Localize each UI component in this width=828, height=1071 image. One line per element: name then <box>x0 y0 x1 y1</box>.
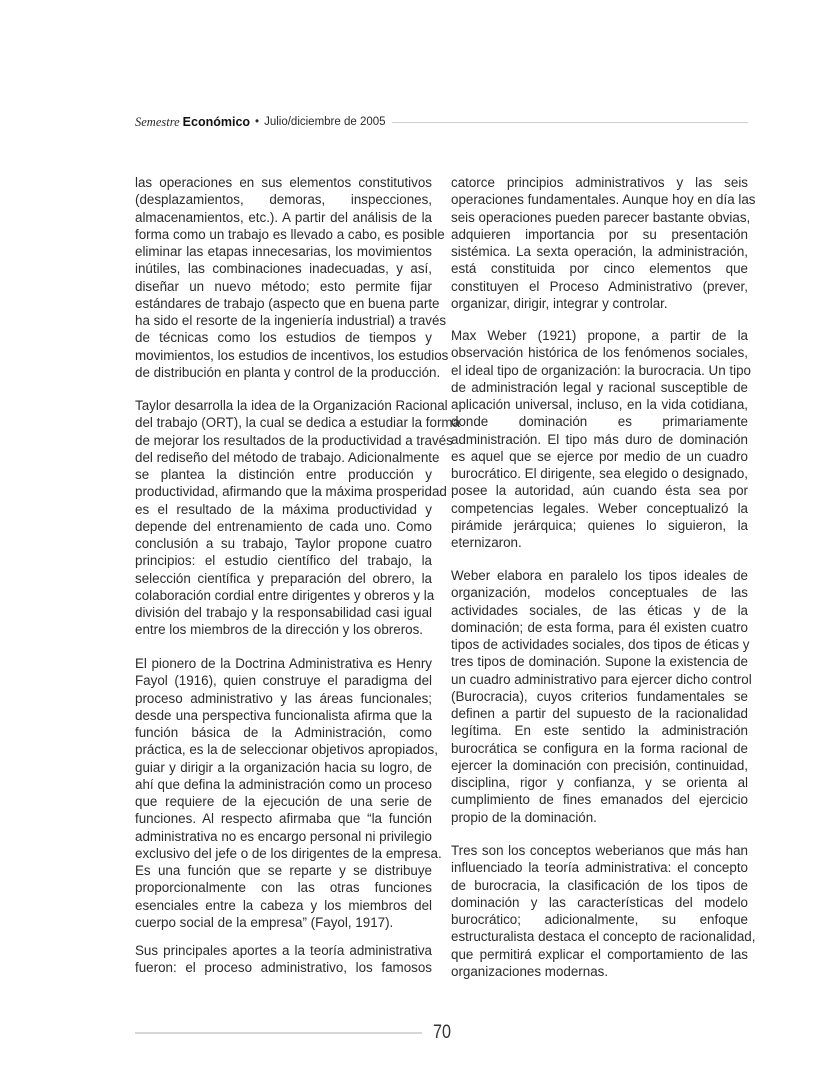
text-line: proceso administrativo y las áreas funcionales; <box>135 690 432 706</box>
text-line: ha sido el resorte de la ingeniería industrial) a través <box>135 313 447 328</box>
text-line: entre los miembros de la dirección y los obreros. <box>135 622 424 638</box>
text-line: seis operaciones pueden parecer bastante obvias, <box>451 209 751 225</box>
text-line: eliminar las etapas innecesarias, los movimientos <box>135 244 432 259</box>
text-line: principios: el estudio científico del trabajo, la <box>135 553 432 569</box>
text-line: cuerpo social de la empresa” (Fayol, 1917). <box>135 914 394 930</box>
text-line: competencias legales. Weber conceptualizó la <box>451 500 748 516</box>
text-line: sistémica. La sexta operación, la administración, <box>451 244 748 259</box>
text-line: organización, modelos conceptuales de las <box>451 585 748 601</box>
text-line: eternizaron. <box>451 535 522 550</box>
text-line: propio de la dominación. <box>451 809 597 825</box>
text-line: está constituida por cinco elementos que <box>451 261 748 277</box>
text-line: Fayol (1916), quien construye el paradigma del <box>135 673 432 689</box>
text-line: de técnicas como los estudios de tiempos y <box>135 330 432 346</box>
text-line: de distribución en planta y control de la producción. <box>135 364 441 380</box>
text-line: cumplimiento de fines emanados del ejercicio <box>451 792 748 808</box>
text-line: operaciones fundamentales. Aunque hoy en día las <box>451 192 756 208</box>
text-line: práctica, es la de seleccionar objetivos apropiados, <box>135 742 438 758</box>
text-line: Es una función que se reparte y se distribuye <box>135 863 432 878</box>
text-line: desde una perspectiva funcionalista afirma que la <box>135 707 432 723</box>
text-line: estructuralista destaca el concepto de racionalidad, <box>451 929 756 945</box>
text-line: selección científica y preparación del obrero, la <box>135 570 432 586</box>
text-line: es aquel que se ejerce por medio de un cuadro <box>451 448 748 464</box>
text-line: Weber elabora en paralelo los tipos ideales de <box>451 568 748 583</box>
text-line: Tres son los conceptos weberianos que más han <box>451 843 748 858</box>
text-line: catorce principios administrativos y las seis <box>451 175 748 190</box>
text-line: administrativa no es encargo personal ni privilegio <box>135 828 432 844</box>
text-line: almacenamientos, etc.). A partir del análisis de la <box>135 209 432 225</box>
text-line: posee la autoridad, aún cuando ésta sea por <box>451 483 748 499</box>
text-line: aplicación universal, incluso, en la vida cotidiana, <box>451 397 748 412</box>
text-line: dominación y las características del modelo <box>451 894 748 910</box>
text-line: inútiles, las combinaciones inadecuadas, y así, <box>135 261 432 277</box>
paragraph <box>451 842 756 980</box>
header-bullet: • <box>255 116 260 128</box>
text-line: pirámide jerárquica; quienes lo siguieron, la <box>451 517 748 533</box>
text-line: Taylor desarrolla la idea de la Organización Racional <box>135 398 448 413</box>
text-line: división del trabajo y la responsabilidad casi igual <box>135 605 432 620</box>
text-line: del trabajo (ORT), la cual se dedica a estudiar la forma <box>135 415 461 431</box>
text-line: adquieren importancia por su presentación <box>451 226 748 242</box>
text-line: guiar y dirigir a la organización hacia su logro, de <box>135 759 432 775</box>
header-rule <box>392 122 748 123</box>
text-line: exclusivo del jefe o de los dirigentes de la empresa. <box>135 845 442 861</box>
text-line: dominación; de esta forma, para él existen cuatro <box>451 619 748 635</box>
text-line: proporcionalmente con las otras funciones <box>135 880 432 896</box>
text-line: las operaciones en sus elementos constitutivos <box>135 175 432 190</box>
text-line: es el resultado de la máxima productividad y <box>135 501 432 517</box>
text-line: ahí que defina la administración como un proceso <box>135 776 432 792</box>
journal-name-bold: Económico <box>182 115 251 129</box>
text-line: administración. El tipo más duro de dominación <box>451 431 748 447</box>
paragraph <box>451 174 756 312</box>
text-line: actividades sociales, de las éticas y de la <box>451 602 748 618</box>
issue-date: Julio/diciembre de 2005 <box>264 116 386 128</box>
text-line: función básica de la Administración, como <box>135 725 432 740</box>
text-line: (Burocracia), cuyos criterios fundamentales se <box>451 688 748 704</box>
text-line: un cuadro administrativo para ejercer dicho control <box>451 671 752 687</box>
text-line: tres tipos de dominación. Supone la existencia de <box>451 654 748 670</box>
text-line: se plantea la distinción entre producción y <box>135 467 432 482</box>
text-line: depende del entrenamiento de cada uno. Como <box>135 518 432 534</box>
paragraph <box>451 327 751 551</box>
paragraph <box>135 174 449 381</box>
text-line: disciplina, rigor y confianza, y se orienta al <box>451 775 748 790</box>
text-line: burocrática se configura en la forma racional de <box>451 740 748 756</box>
text-line: organizar, dirigir, integrar y controlar. <box>451 295 668 311</box>
text-line: colaboración cordial entre dirigentes y obreros y la <box>135 587 435 603</box>
text-line: (desplazamientos, demoras, inspecciones, <box>135 192 432 208</box>
text-line: tipos de actividades sociales, dos tipos de éticas y <box>451 637 750 652</box>
text-line: funciones. Al respecto afirmaba que “la función <box>135 811 432 827</box>
text-line: burocrático; adicionalmente, su enfoque <box>451 912 748 927</box>
text-line: burocrático. El dirigente, sea elegido o designado, <box>451 466 749 481</box>
text-line: que permitirá explicar el comportamiento de las <box>451 946 748 962</box>
text-line: conclusión a su trabajo, Taylor propone cuatro <box>135 536 432 551</box>
text-line: constituyen el Proceso Administrativo (prever, <box>451 278 748 294</box>
text-line: del rediseño del método de trabajo. Adicionalmente <box>135 449 440 465</box>
text-line: movimientos, los estudios de incentivos, los estudios <box>135 347 449 363</box>
footer-rule <box>135 1032 422 1034</box>
text-line: de mejorar los resultados de la productividad a través <box>135 432 453 448</box>
text-line: Max Weber (1921) propone, a partir de la <box>451 328 748 343</box>
text-line: El pionero de la Doctrina Administrativa es Henry <box>135 656 432 671</box>
paragraph <box>135 397 461 639</box>
journal-name-italic: Semestre <box>135 114 180 129</box>
running-header <box>135 113 748 131</box>
text-line: fueron: el proceso administrativo, los famosos <box>135 960 432 976</box>
text-line: Sus principales aportes a la teoría administrativa <box>135 943 432 958</box>
text-line: de administración legal y racional susceptible de <box>451 379 748 395</box>
paragraph <box>451 567 752 826</box>
page-number: 70 <box>433 1022 451 1043</box>
text-line: influenciado la teoría administrativa: el concepto <box>451 860 748 876</box>
paragraph <box>135 942 432 977</box>
text-line: el ideal tipo de organización: la burocracia. Un tipo <box>451 362 751 378</box>
text-line: ejercer la dominación con precisión, continuidad, <box>451 757 748 773</box>
paragraph <box>135 655 442 931</box>
text-line: estándares de trabajo (aspecto que en buena parte <box>135 295 440 311</box>
text-line: esenciales entre la cabeza y los miembros del <box>135 897 432 913</box>
text-line: organizaciones modernas. <box>451 963 609 979</box>
text-line: productividad, afirmando que la máxima prosperidad <box>135 484 447 500</box>
text-line: diseñar un nuevo método; esto permite fijar <box>135 278 432 294</box>
text-line: de burocracia, la clasificación de los tipos de <box>451 877 748 893</box>
text-line: forma como un trabajo es llevado a cabo, es posible <box>135 226 445 242</box>
text-line: definen a partir del supuesto de la racionalidad <box>451 706 748 721</box>
text-line: legítima. En este sentido la administración <box>451 723 748 739</box>
text-line: donde dominación es primariamente <box>451 414 748 430</box>
text-line: observación histórica de los fenómenos sociales, <box>451 345 748 361</box>
text-line: que requiere de la ejecución de una serie de <box>135 794 432 809</box>
